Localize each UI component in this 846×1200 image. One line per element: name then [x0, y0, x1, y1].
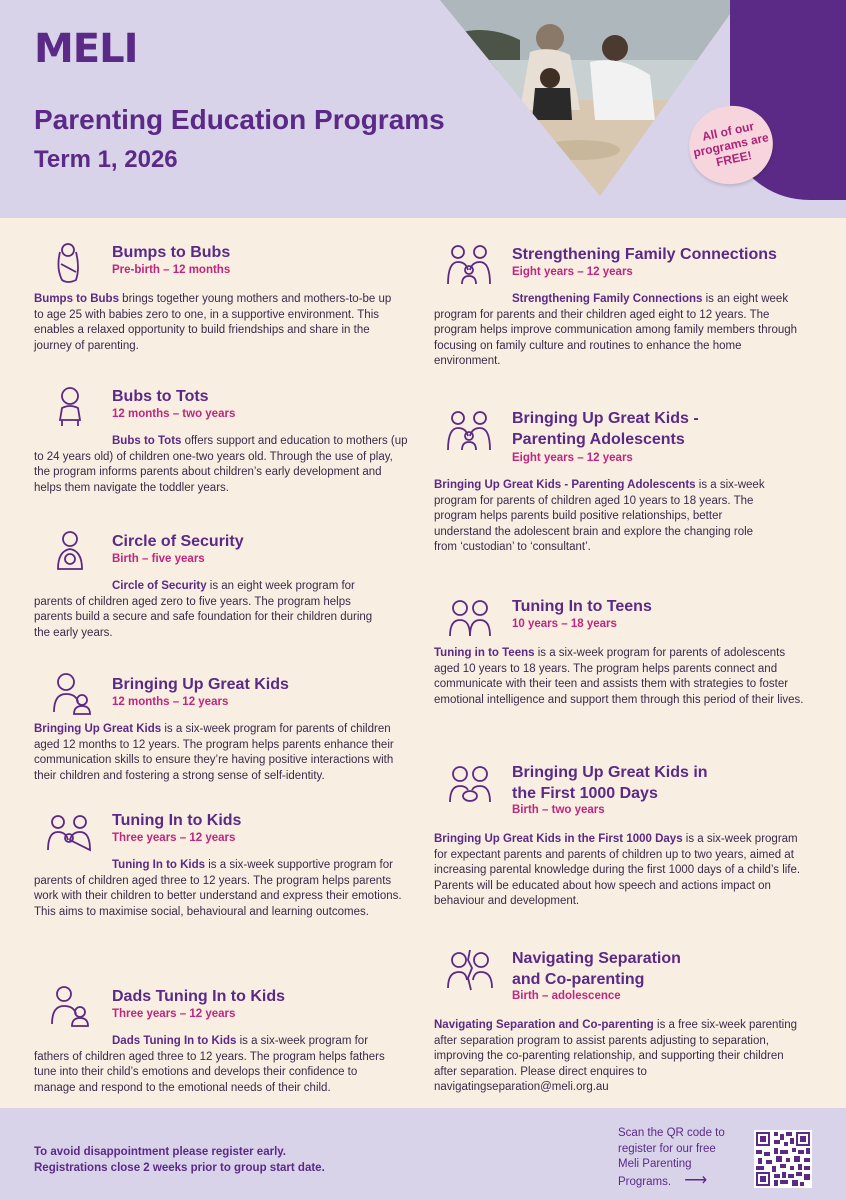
program-age: Birth – adolescence — [512, 990, 621, 1002]
program-description — [434, 646, 806, 708]
program-description — [434, 292, 804, 370]
program-dads-tuning-in-to-kids — [34, 982, 420, 1102]
program-bold-name: Tuning In to Kids — [112, 859, 206, 871]
program-name: Bumps to Bubs — [112, 244, 231, 261]
program-bubs-to-tots — [34, 382, 420, 502]
free-programs-badge: All of our programs are FREE! — [682, 98, 780, 192]
program-description — [34, 579, 390, 641]
program-bold-name: Circle of Security — [112, 580, 207, 592]
program-name: Bringing Up Great Kids — [112, 676, 289, 693]
program-text: is a six-week program for expectant parents and parents of children up to two years, aimed at increasing parental knowledge during the first 1000 days of a child’s life. Parents will be educated about how speech and actions impact on behaviour and development. — [434, 833, 801, 908]
program-age: Three years – 12 years — [112, 832, 236, 844]
page-title: Parenting Education Programs — [34, 104, 445, 135]
program-text: is a six-week program for parents of children aged 12 months to 12 years. The program helps parents enhance their communication skills to ensure they’re having positive interactions with their children and fostering a strong sense of self-identity. — [34, 723, 394, 782]
program-text: is a six-week program for parents of children aged 10 years to 18 years. The program helps parents build positive relationships, better understand the adolescent brain and explore the changing role from ‘custodian’ to ‘consultant’. — [434, 479, 765, 554]
program-name: Navigating Separation and Co-parenting — [512, 950, 681, 988]
program-age: Birth – two years — [512, 804, 605, 816]
registration-line-1: To avoid disappointment please register early. — [34, 1146, 287, 1158]
program-age: 10 years – 18 years — [512, 618, 617, 630]
program-tuning-in-to-teens — [434, 594, 816, 724]
program-age: Eight years – 12 years — [512, 266, 633, 278]
program-navigating-separation — [434, 946, 816, 1096]
meli-logo[interactable]: MELI — [34, 26, 138, 72]
program-age: Birth – five years — [112, 553, 205, 565]
program-description — [34, 292, 404, 354]
program-bold-name: Bringing Up Great Kids - Parenting Adolescents — [434, 479, 696, 491]
program-tuning-in-to-kids — [34, 806, 416, 946]
footer — [0, 1108, 846, 1200]
separated-parents-icon — [446, 946, 494, 994]
program-name: Dads Tuning In to Kids — [112, 988, 286, 1005]
program-strengthening-family-connections — [434, 240, 816, 370]
program-bold-name: Bumps to Bubs — [34, 293, 119, 305]
program-description — [434, 478, 774, 556]
registration-line-2: Registrations close 2 weeks prior to group start date. — [34, 1162, 325, 1174]
program-text: is a free six-week parenting after separation program to assist parents adjusting to separation, improving the co-parenting relationship, and supporting their children after separation. Please direct enquires to navigatingseparation@meli.org.au — [434, 1019, 797, 1094]
dad-and-child-icon — [50, 982, 94, 1030]
program-text: is a six-week supportive program for parents of children aged three to 12 years. The program helps parents work with their children to better understand and express their emotions. This aims to maximise social, behavioural and learning outcomes. — [34, 859, 402, 918]
program-description — [34, 858, 404, 920]
header — [0, 0, 846, 218]
qr-code[interactable] — [754, 1130, 812, 1188]
qr-text: Scan the QR code to register for our free Meli Parenting Programs. — [618, 1127, 725, 1188]
program-name: Strengthening Family Connections — [512, 246, 777, 263]
program-description — [34, 434, 410, 496]
program-text: is an eight week program for parents and their children aged eight to 12 years. The program helps improve communication among family members through focusing on family culture and routines to enhance the home environment. — [434, 293, 798, 368]
program-text: is a six-week program for parents of adolescents aged 10 years to 18 years. The program helps parents connect and communicate with their teen and assists them with strategies to foster emotional intelligence and support them through this period of their lives. — [434, 647, 804, 706]
toddler-icon — [50, 382, 94, 430]
family-icon — [46, 806, 94, 854]
program-description — [434, 832, 806, 910]
program-age: Pre-birth – 12 months — [112, 264, 231, 276]
term-subtitle: Term 1, 2026 — [34, 146, 178, 173]
two-teens-icon — [446, 594, 494, 642]
program-age: 12 months – 12 years — [112, 696, 229, 708]
program-text: brings together young mothers and mothers-to-be up to age 25 with babies zero to one, in a supportive environment. This enables a relaxed opportunity to build friendships and share in the journey of parenting. — [34, 293, 392, 352]
registration-note — [34, 1144, 325, 1176]
program-text: offers support and education to mothers (up to 24 years old) of children one-two years old. Through the use of play, the program informs parents about children’s early development and helps them navigate the toddler years. — [34, 435, 408, 494]
parents-with-baby-icon — [446, 760, 494, 808]
program-circle-of-security — [34, 527, 420, 647]
program-name: Bringing Up Great Kids - Parenting Adolescents — [512, 410, 699, 448]
qr-instructions — [618, 1126, 738, 1190]
program-bringing-up-great-kids — [34, 670, 420, 790]
program-name: Tuning In to Kids — [112, 812, 242, 829]
program-name: Circle of Security — [112, 533, 244, 550]
program-description — [34, 1034, 394, 1096]
program-name: Bubs to Tots — [112, 388, 209, 405]
program-bold-name: Tuning in to Teens — [434, 647, 535, 659]
program-age: Three years – 12 years — [112, 1008, 236, 1020]
program-bold-name: Dads Tuning In to Kids — [112, 1035, 237, 1047]
program-description — [434, 1018, 802, 1096]
program-parenting-adolescents — [434, 406, 816, 556]
arrow-right-icon: ⟶ — [684, 1171, 708, 1189]
family-group-icon — [446, 240, 494, 288]
program-bumps-to-bubs — [34, 238, 420, 358]
program-name: Tuning In to Teens — [512, 598, 652, 615]
program-text: is an eight week program for parents of children aged zero to five years. The program helps parents build a secure and safe foundation for their children during the early years. — [34, 580, 373, 639]
program-age: Eight years – 12 years — [512, 452, 633, 464]
program-bold-name: Bubs to Tots — [112, 435, 182, 447]
program-first-1000-days — [434, 760, 816, 910]
parent-holding-child-icon — [50, 527, 94, 575]
family-group-icon — [446, 406, 494, 454]
program-bold-name: Navigating Separation and Co-parenting — [434, 1019, 654, 1031]
program-text: is a six-week program for fathers of children aged three to 12 years. The program helps fathers tune into their child’s emotions and develops their confidence to manage and respond to the emotional needs of their child. — [34, 1035, 385, 1094]
program-bold-name: Bringing Up Great Kids — [34, 723, 162, 735]
program-bold-name: Strengthening Family Connections — [512, 293, 703, 305]
program-bold-name: Bringing Up Great Kids in the First 1000 Days — [434, 833, 683, 845]
program-description — [34, 722, 414, 784]
parent-and-child-icon — [50, 670, 94, 718]
program-name: Bringing Up Great Kids in the First 1000 Days — [512, 764, 708, 802]
program-age: 12 months – two years — [112, 408, 236, 420]
baby-wrapped-icon — [50, 238, 94, 286]
